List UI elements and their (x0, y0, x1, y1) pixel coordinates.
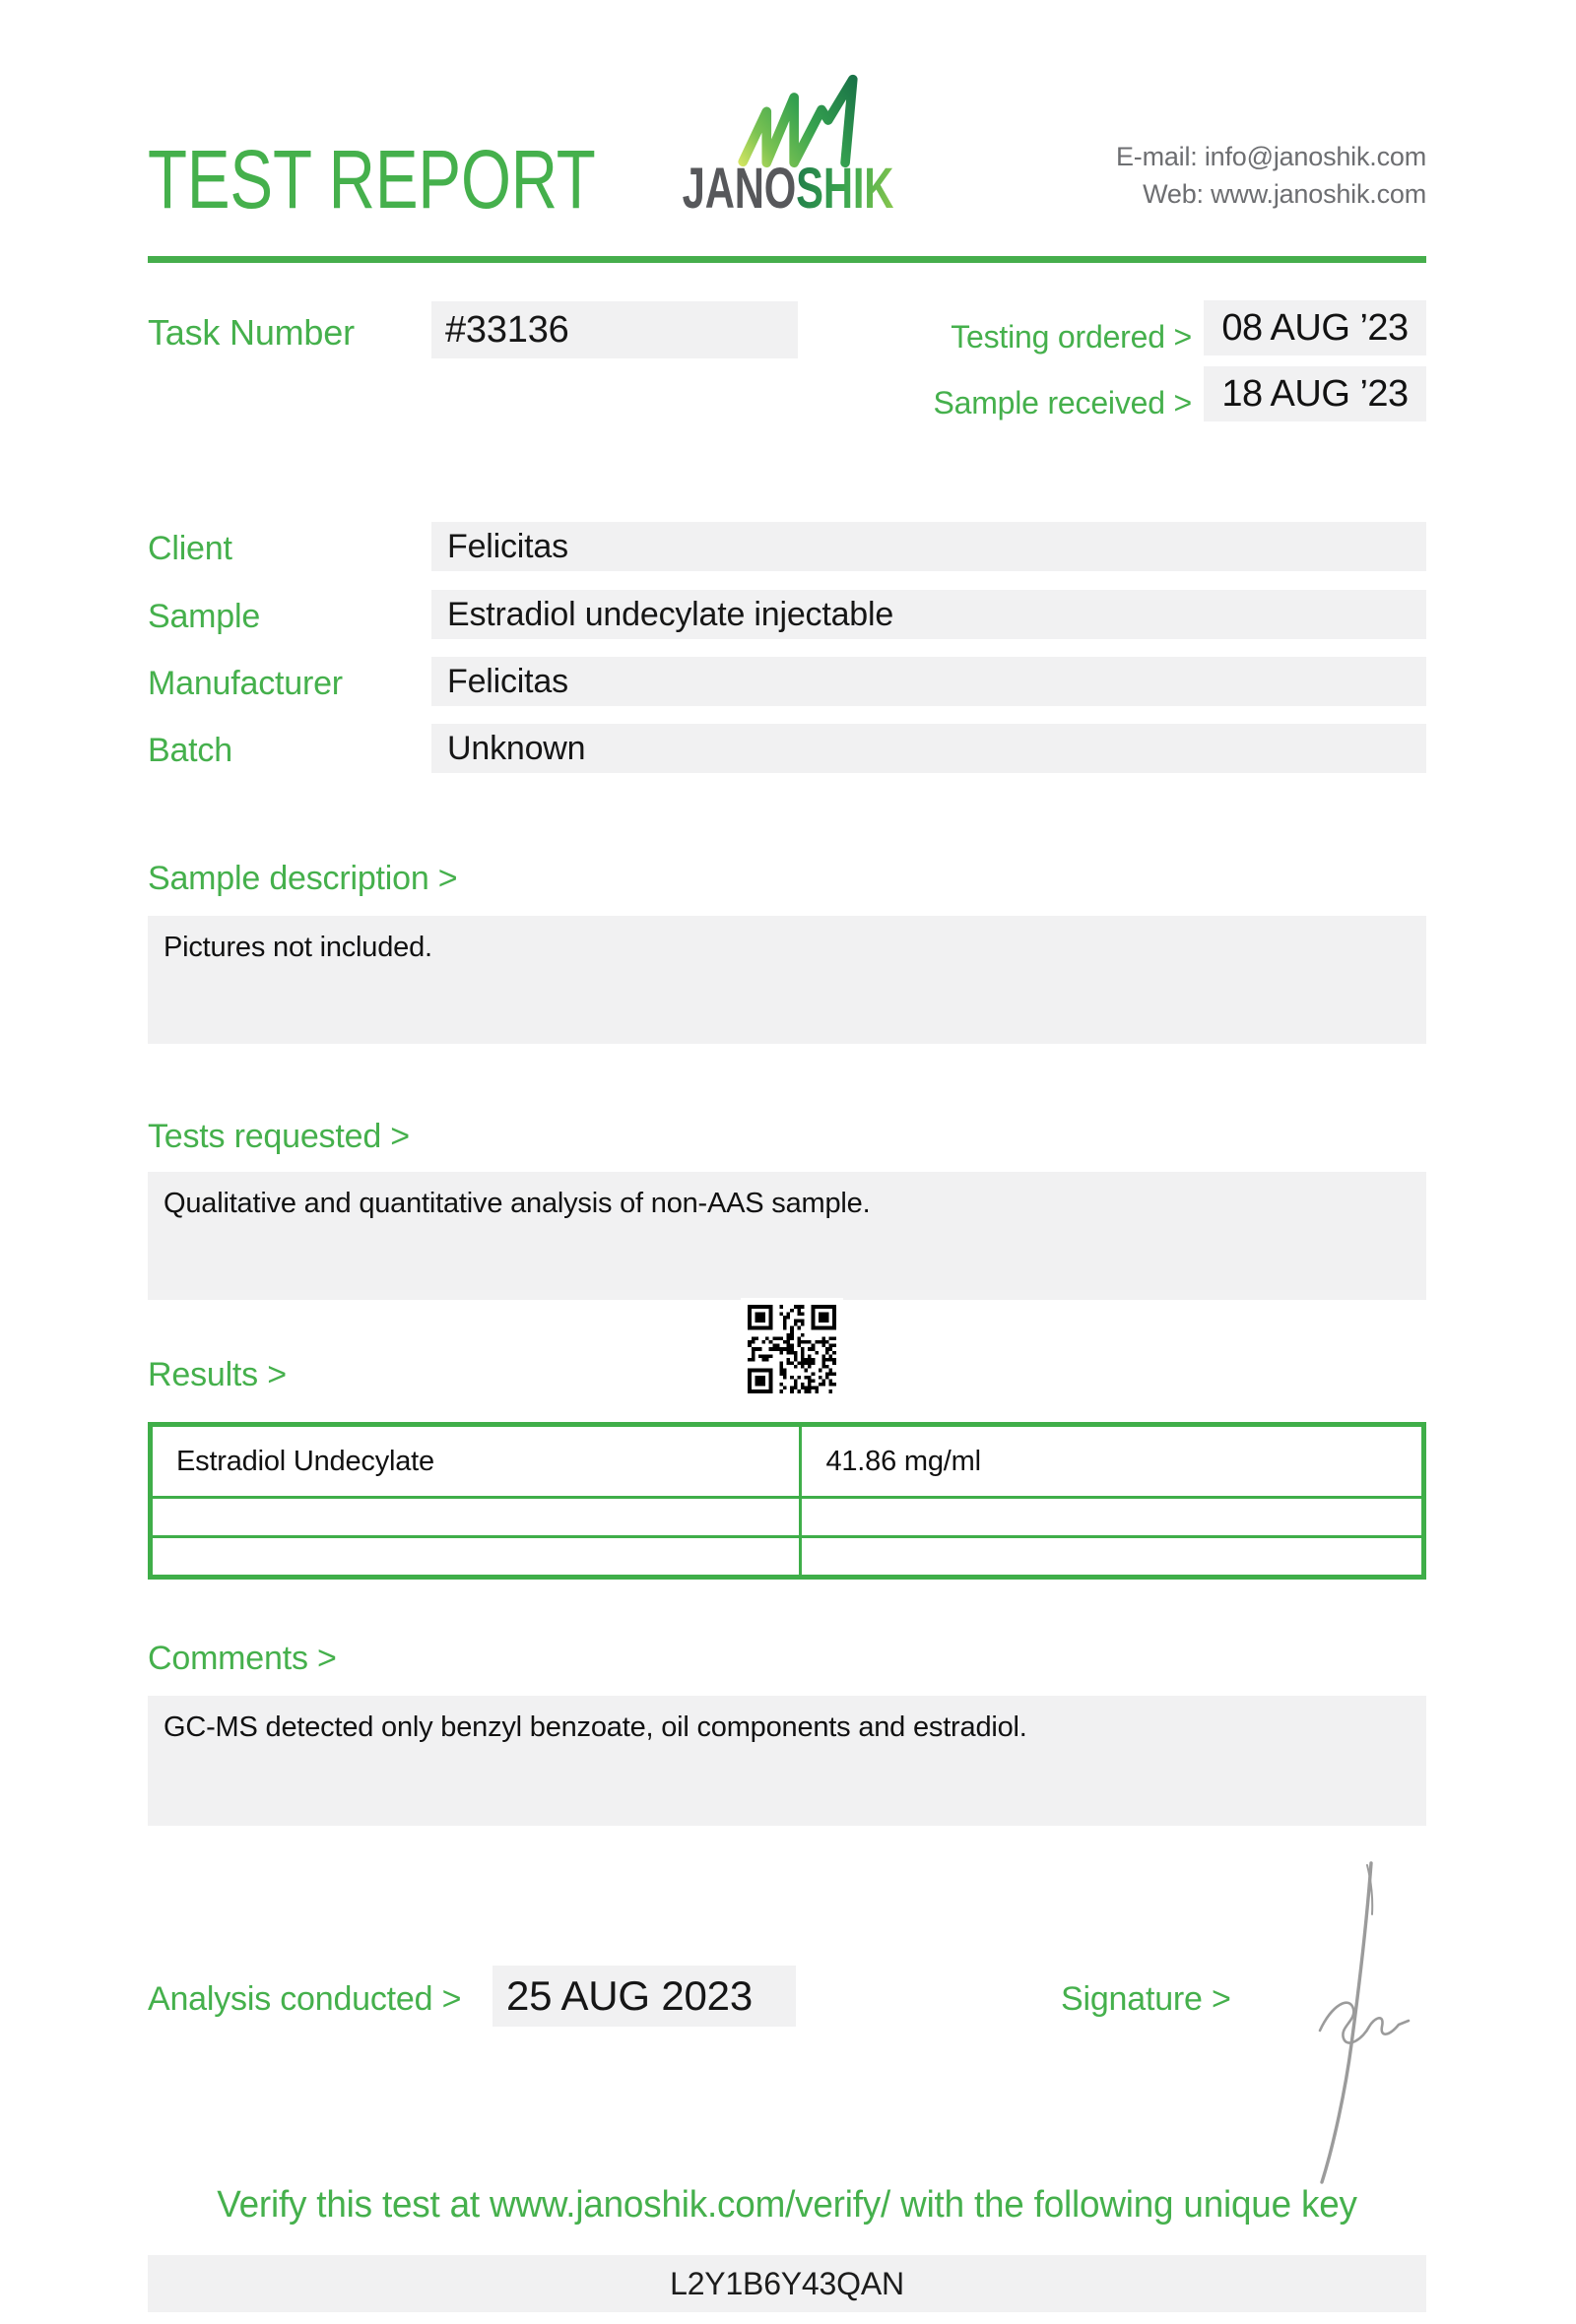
logo-text-jano: JANO (682, 157, 797, 221)
batch-label: Batch (148, 732, 232, 769)
logo-text-shik: SHIK (796, 157, 894, 221)
tests-requested-heading: Tests requested > (148, 1118, 410, 1155)
janoshik-chart-logo-icon (731, 71, 865, 169)
sample-label: Sample (148, 598, 261, 635)
results-row-value: 41.86 mg/ml (802, 1427, 1421, 1499)
results-row-value (802, 1499, 1421, 1538)
results-row-analyte (153, 1538, 802, 1575)
results-row-analyte (153, 1499, 802, 1538)
signature-label: Signature > (1061, 1980, 1231, 2018)
page-title: TEST REPORT (148, 133, 596, 226)
header-divider (148, 256, 1426, 263)
sample-description-box (148, 916, 1426, 1044)
comments-heading: Comments > (148, 1640, 337, 1677)
tests-requested-text: Qualitative and quantitative analysis of non-AAS sample. (164, 1188, 871, 1219)
task-number-box (431, 301, 798, 358)
batch-value: Unknown (447, 730, 586, 767)
analysis-conducted-label: Analysis conducted > (148, 1980, 462, 2018)
testing-ordered-label: Testing ordered > (951, 319, 1192, 355)
comments-text: GC-MS detected only benzyl benzoate, oil components and estradiol. (164, 1711, 1027, 1743)
signature-image (1277, 1857, 1430, 2188)
sample-received-date-box: 18 AUG ’23 (1204, 366, 1426, 421)
results-table (148, 1422, 1426, 1580)
sample-value: Estradiol undecylate injectable (447, 596, 894, 633)
janoshik-logo-wordmark (675, 157, 901, 221)
task-number-label: Task Number (148, 312, 355, 353)
manufacturer-value: Felicitas (447, 663, 568, 700)
batch-value-box (431, 724, 1426, 773)
sample-value-box (431, 590, 1426, 639)
sample-description-text: Pictures not included. (164, 932, 432, 963)
verify-instruction: Verify this test at www.janoshik.com/verify/ with the following unique key (217, 2184, 1357, 2226)
contact-web: Web: www.janoshik.com (1143, 179, 1426, 209)
client-value: Felicitas (447, 528, 568, 565)
analysis-date-box (492, 1966, 796, 2027)
unique-key-box: L2Y1B6Y43QAN (148, 2255, 1426, 2312)
results-row-value (802, 1538, 1421, 1575)
analysis-date-value: 25 AUG 2023 (506, 1972, 753, 2019)
qr-code (741, 1298, 843, 1400)
results-heading: Results > (148, 1356, 287, 1393)
sample-description-heading: Sample description > (148, 860, 458, 897)
comments-box (148, 1696, 1426, 1826)
client-label: Client (148, 530, 232, 567)
task-number-value: #33136 (445, 309, 569, 351)
manufacturer-value-box (431, 657, 1426, 706)
contact-block (983, 138, 1426, 213)
tests-requested-box (148, 1172, 1426, 1300)
contact-email: E-mail: info@janoshik.com (1115, 142, 1426, 171)
testing-ordered-date-box: 08 AUG ’23 (1204, 300, 1426, 355)
sample-received-label: Sample received > (933, 385, 1192, 420)
manufacturer-label: Manufacturer (148, 665, 343, 702)
client-value-box (431, 522, 1426, 571)
results-row-analyte: Estradiol Undecylate (153, 1427, 802, 1499)
